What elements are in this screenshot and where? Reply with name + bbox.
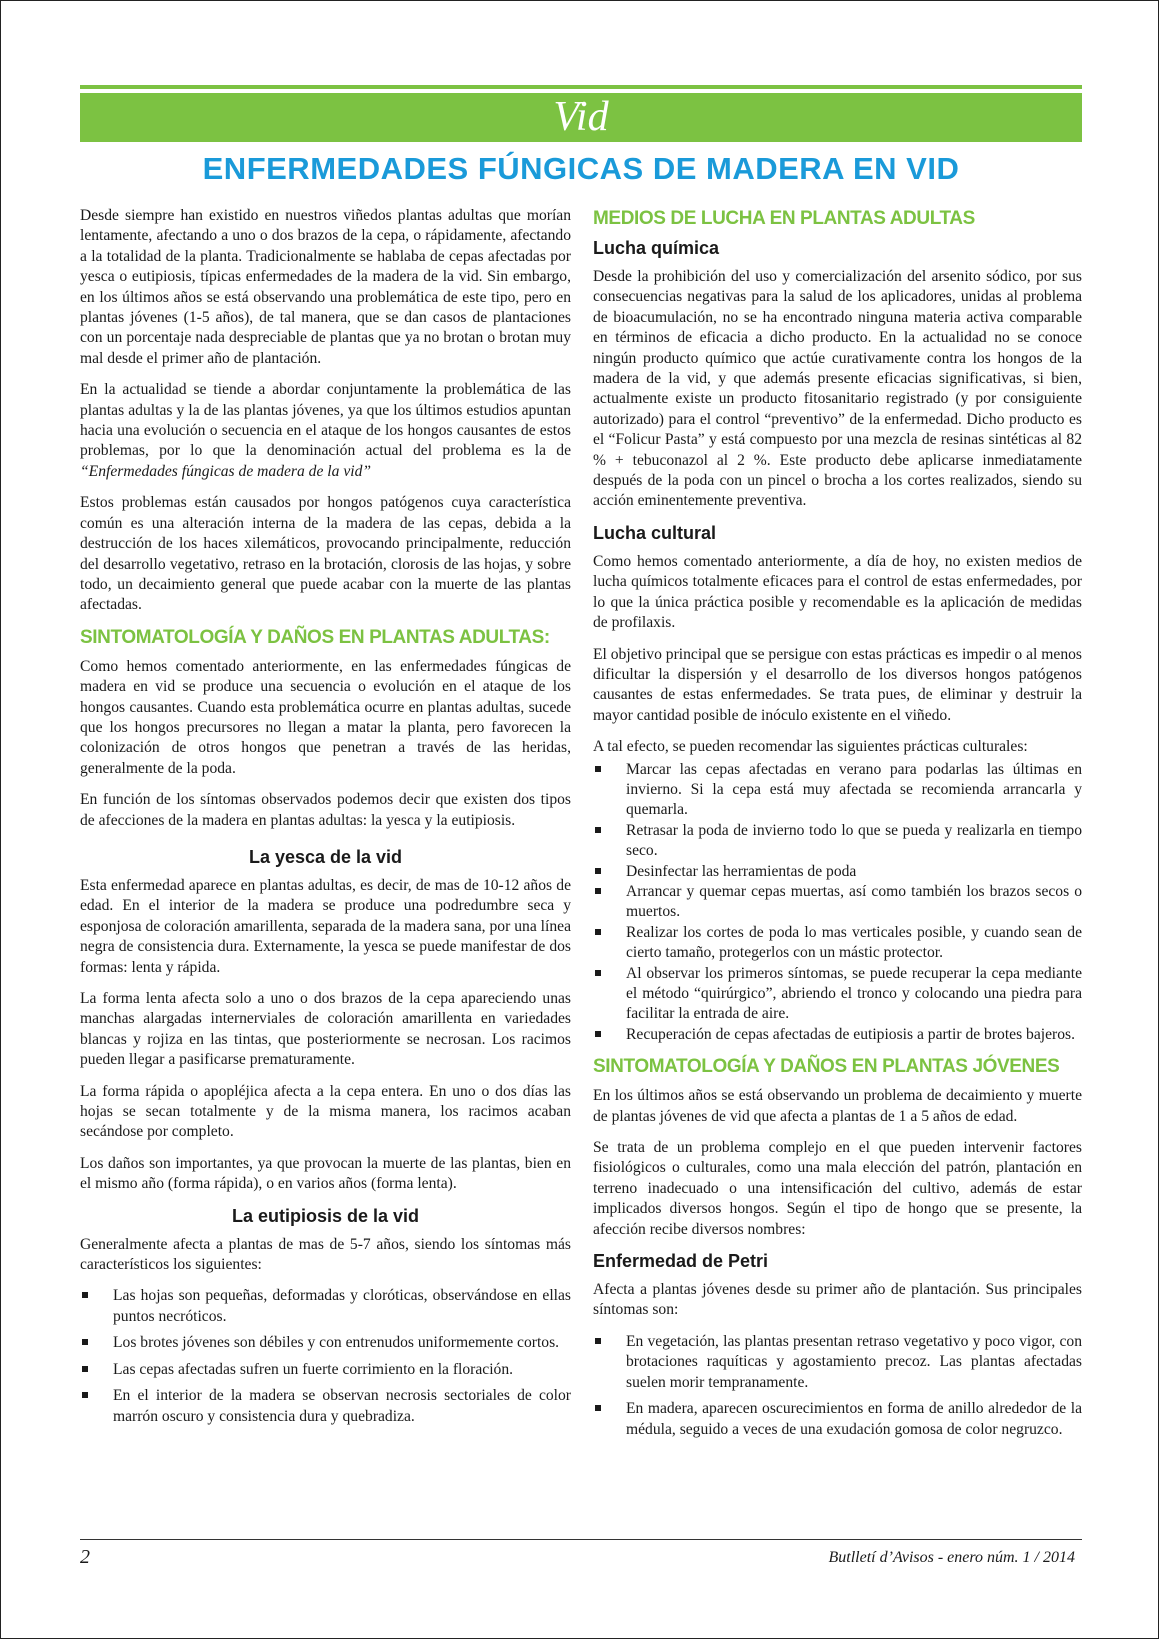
list-item-text: Retrasar la poda de invierno todo lo que se pueda y realizarla en tiempo seco. [626,821,1082,860]
footer-rule [80,1539,1082,1540]
adult-symptoms-paragraph-1: Como hemos comentado anteriormente, en las enfermedades fúngicas de madera en vid se produce una secuencia o evolución en el ataque de los hongos causantes. Cuando esta problemática ocurre en plantas adultas, sucede que los hongos precursores no llegan a matar la planta, pero favorecen la colonización de otros hongos que penetran a través de las heridas, generalmente de la poda. [80,657,571,777]
bullet-icon [595,929,601,935]
list-item [593,1025,1082,1045]
list-item-text: Las cepas afectadas sufren un fuerte corrimiento en la floración. [113,1360,514,1378]
list-item-text: Desinfectar las herramientas de poda [626,862,857,880]
bullet-icon [595,766,601,772]
section-heading-control-adult: MEDIOS DE LUCHA EN PLANTAS ADULTAS [593,208,975,229]
cultural-control-paragraph-2: El objetivo principal que se persigue con estas prácticas es impedir o al menos dificultar la dispersión y el desarrollo de los diversos hongos patógenos causantes de estas enfermedades. Se trata pues, de eliminar y destruir la mayor cantidad posible de inóculo existente en el viñedo. [593,645,1082,724]
intro-paragraph-2 [80,380,571,482]
yesca-paragraph-4: Los daños son importantes, ya que provocan la muerte de las plantas, bien en el mismo año (forma rápida), o en varios años (forma lenta). [80,1154,571,1193]
petri-symptom-list [593,1332,1082,1440]
bullet-icon [595,1405,601,1411]
list-item [80,1360,571,1380]
list-item-text: En el interior de la madera se observan necrosis sectoriales de color marrón oscuro y consistencia dura y quebradiza. [113,1387,571,1425]
bullet-icon [82,1392,88,1398]
publication-footer: Butlletí d’Avisos - enero núm. 1 / 2014 [828,1549,1075,1566]
list-item [593,964,1082,1025]
bullet-icon [595,888,601,894]
section-heading-adult-symptoms: SINTOMATOLOGÍA Y DAÑOS EN PLANTAS ADULTAS: [80,626,550,648]
intro-paragraph-3: Estos problemas están causados por hongos patógenos cuya característica común es una alteración interna de la madera de las cepas, debida a la destrucción de los haces xilemáticos, provocando principalmente, reducción del desarrollo vegetativo, retraso en la brotación, clorosis de las hojas, y sobre todo, un decaimiento general que puede acabar con la muerte de las plantas afectadas. [80,494,571,614]
bullet-icon [82,1292,88,1298]
list-item [593,1332,1082,1393]
list-item-text: Las hojas son pequeñas, deformadas y cloróticas, observándose en ellas puntos necróticos. [113,1287,571,1325]
bullet-icon [595,1031,601,1037]
left-column [80,206,571,1438]
cultural-control-paragraph-1: Como hemos comentado anteriormente, a día de hoy, no existen medios de lucha químicos totalmente eficaces para el control de estas enfermedades, por lo que la única práctica posible y recomendable es la aplicación de medidas de profilaxis. [593,552,1082,632]
list-item [593,923,1082,964]
bullet-icon [595,970,601,976]
intro-paragraph-1: Desde siempre han existido en nuestros viñedos plantas adultas que morían lentamente, afectando a uno o dos brazos de la cepa, o rápidamente, afectando a la totalidad de la planta. Tradicionalmente se hablaba de cepas afectadas por yesca o eutipiosis, típicas enfermedades de la madera de la vid. Sin embargo, en los últimos años se está observando una problemática de este tipo, pero en plantas jóvenes (1-5 años), de tal manera, que se dan casos de plantaciones con un porcentaje nada despreciable de plantas que ya no brotan o brotan muy mal desde el primer año de plantación. [80,207,571,367]
subheading-eutipiosis: La eutipiosis de la vid [231,1205,420,1226]
list-item-text: Marcar las cepas afectadas en verano para podarlas las últimas en invierno. Si la cepa está muy afectada se recomienda arrancarla y quemarla. [626,760,1082,819]
cultural-control-paragraph-3: A tal efecto, se pueden recomendar las siguientes prácticas culturales: [593,738,1028,756]
list-item [80,1333,571,1353]
bullet-icon [82,1339,88,1345]
list-item [80,1286,571,1327]
list-item [593,760,1082,821]
list-item [593,821,1082,862]
young-symptoms-paragraph-2: Se trata de un problema complejo en el que pueden intervenir factores fisiológicos o culturales, como una mala elección del patrón, plantación en terreno inadecuado o una intensificación del cultivo, además de estar implicados diversos hongos. Según el tipo de hongo que se presente, la afección recibe diversos nombres: [593,1139,1082,1238]
article-title: ENFERMEDADES FÚNGICAS DE MADERA EN VID [202,151,960,186]
subheading-petri-disease: Enfermedad de Petri [593,1251,769,1272]
yesca-paragraph-3: La forma rápida o apopléjica afecta a la cepa entera. En uno o dos días las hojas se secan totalmente y de la misma manera, los racimos acaban secándose por completo. [80,1082,571,1141]
list-item [593,862,1082,882]
subheading-cultural-control: Lucha cultural [593,522,717,543]
list-item-text: En madera, aparecen oscurecimientos en forma de anillo alrededor de la médula, seguido a veces de una exudación gomosa de color negruzco. [626,1400,1082,1438]
yesca-paragraph-2: La forma lenta afecta solo a uno o dos brazos de la cepa apareciendo unas manchas alargadas internerviales de coloración amarillenta en variedades blancas y rojiza en las tintas, que posteriormente se necrosan. Los racimos pueden llegar a pasificarse prematuramente. [80,990,571,1069]
banner-top-rule [80,85,1082,89]
eutipiosis-symptom-list [80,1286,571,1426]
list-item [593,882,1082,923]
page-number: 2 [80,1546,90,1568]
section-banner: Vid [80,93,1082,142]
list-item-text: Los brotes jóvenes son débiles y con entrenudos uniformemente cortos. [113,1334,560,1352]
bullet-icon [595,827,601,833]
list-item [80,1386,571,1427]
petri-paragraph-1: Afecta a plantas jóvenes desde su primer año de plantación. Sus principales síntomas son: [593,1281,1082,1319]
bullet-icon [595,868,601,874]
chemical-control-paragraph: Desde la prohibición del uso y comercialización del arsenito sódico, por sus consecuencias negativas para la salud de los aplicadores, unidas al problema de bioacumulación, no se ha encontrado ninguna materia activa comparable en términos de eficacia a dicho producto. En la actualidad no se conoce ningún producto químico que actúe curativamente contra los hongos de la madera de la vid, y que además presente eficacias significativas, si bien, actualmente existe un producto fitosanitario registrado (y por consiguiente autorizado) para el control “preventivo” de la enfermedad. Dicho producto es el “Folicur Pasta” y está compuesto por una mezcla de resinas sintéticas al 82 % + tebuconazol al 2 %. Este producto debe aplicarse inmediatamente después de la poda con un pincel o brocha a los cortes realizados, siendo su acción eminentemente preventiva. [593,268,1082,510]
intro-paragraph-2-text: En la actualidad se tiende a abordar conjuntamente la problemática de las plantas adultas y la de las plantas jóvenes, ya que los últimos estudios apuntan hacia una evolución o secuencia en el ataque de los hongos causantes de estos problemas, por lo que la denominación actual del problema es la de [80,381,571,460]
list-item-text: Arrancar y quemar cepas muertas, así como también los brazos secos o muertos. [626,882,1082,921]
bullet-icon [595,1338,601,1344]
subheading-chemical-control: Lucha química [593,238,720,258]
subheading-yesca: La yesca de la vid [248,846,403,867]
list-item-text: Realizar los cortes de poda lo mas verticales posible, y cuando sean de cierto tamaño, protegerlos con un mástic protector. [626,923,1082,962]
bullet-icon [82,1366,88,1372]
list-item-text: Recuperación de cepas afectadas de eutipiosis a partir de brotes bajeros. [626,1025,1075,1043]
young-symptoms-paragraph-1: En los últimos años se está observando un problema de decaimiento y muerte de plantas jóvenes de vid que afecta a plantas de 1 a 5 años de edad. [593,1087,1082,1125]
adult-symptoms-paragraph-2: En función de los síntomas observados podemos decir que existen dos tipos de afecciones de la madera en plantas adultas: la yesca y la eutipiosis. [80,791,571,829]
right-column [593,206,1082,1451]
eutipiosis-paragraph-1: Generalmente afecta a plantas de mas de 5-7 años, siendo los síntomas más característicos los siguientes: [80,1235,571,1274]
cultural-practices-list [593,760,1082,1046]
list-item-text: Al observar los primeros síntomas, se puede recuperar la cepa mediante el método “quirúrgico”, abriendo el tronco y colocando una piedra para facilitar la entrada de aire. [626,964,1082,1023]
section-heading-young-symptoms: SINTOMATOLOGÍA Y DAÑOS EN PLANTAS JÓVENES [593,1056,1060,1078]
yesca-paragraph-1: Esta enfermedad aparece en plantas adultas, es decir, de mas de 10-12 años de edad. En el interior de la madera se produce una podredumbre seca y esponjosa de coloración amarillenta, separada de la madera sana, por una línea negra de consistencia dura. Externamente, la yesca se puede manifestar de dos formas: lenta y rápida. [80,876,571,976]
list-item [593,1399,1082,1440]
intro-paragraph-2-emphasis: “Enfermedades fúngicas de madera de la vid” [80,462,372,480]
list-item-text: En vegetación, las plantas presentan retraso vegetativo y poco vigor, con brotaciones raquíticas y agostamiento precoz. Las plantas afectadas suelen morir tempranamente. [626,1332,1082,1391]
